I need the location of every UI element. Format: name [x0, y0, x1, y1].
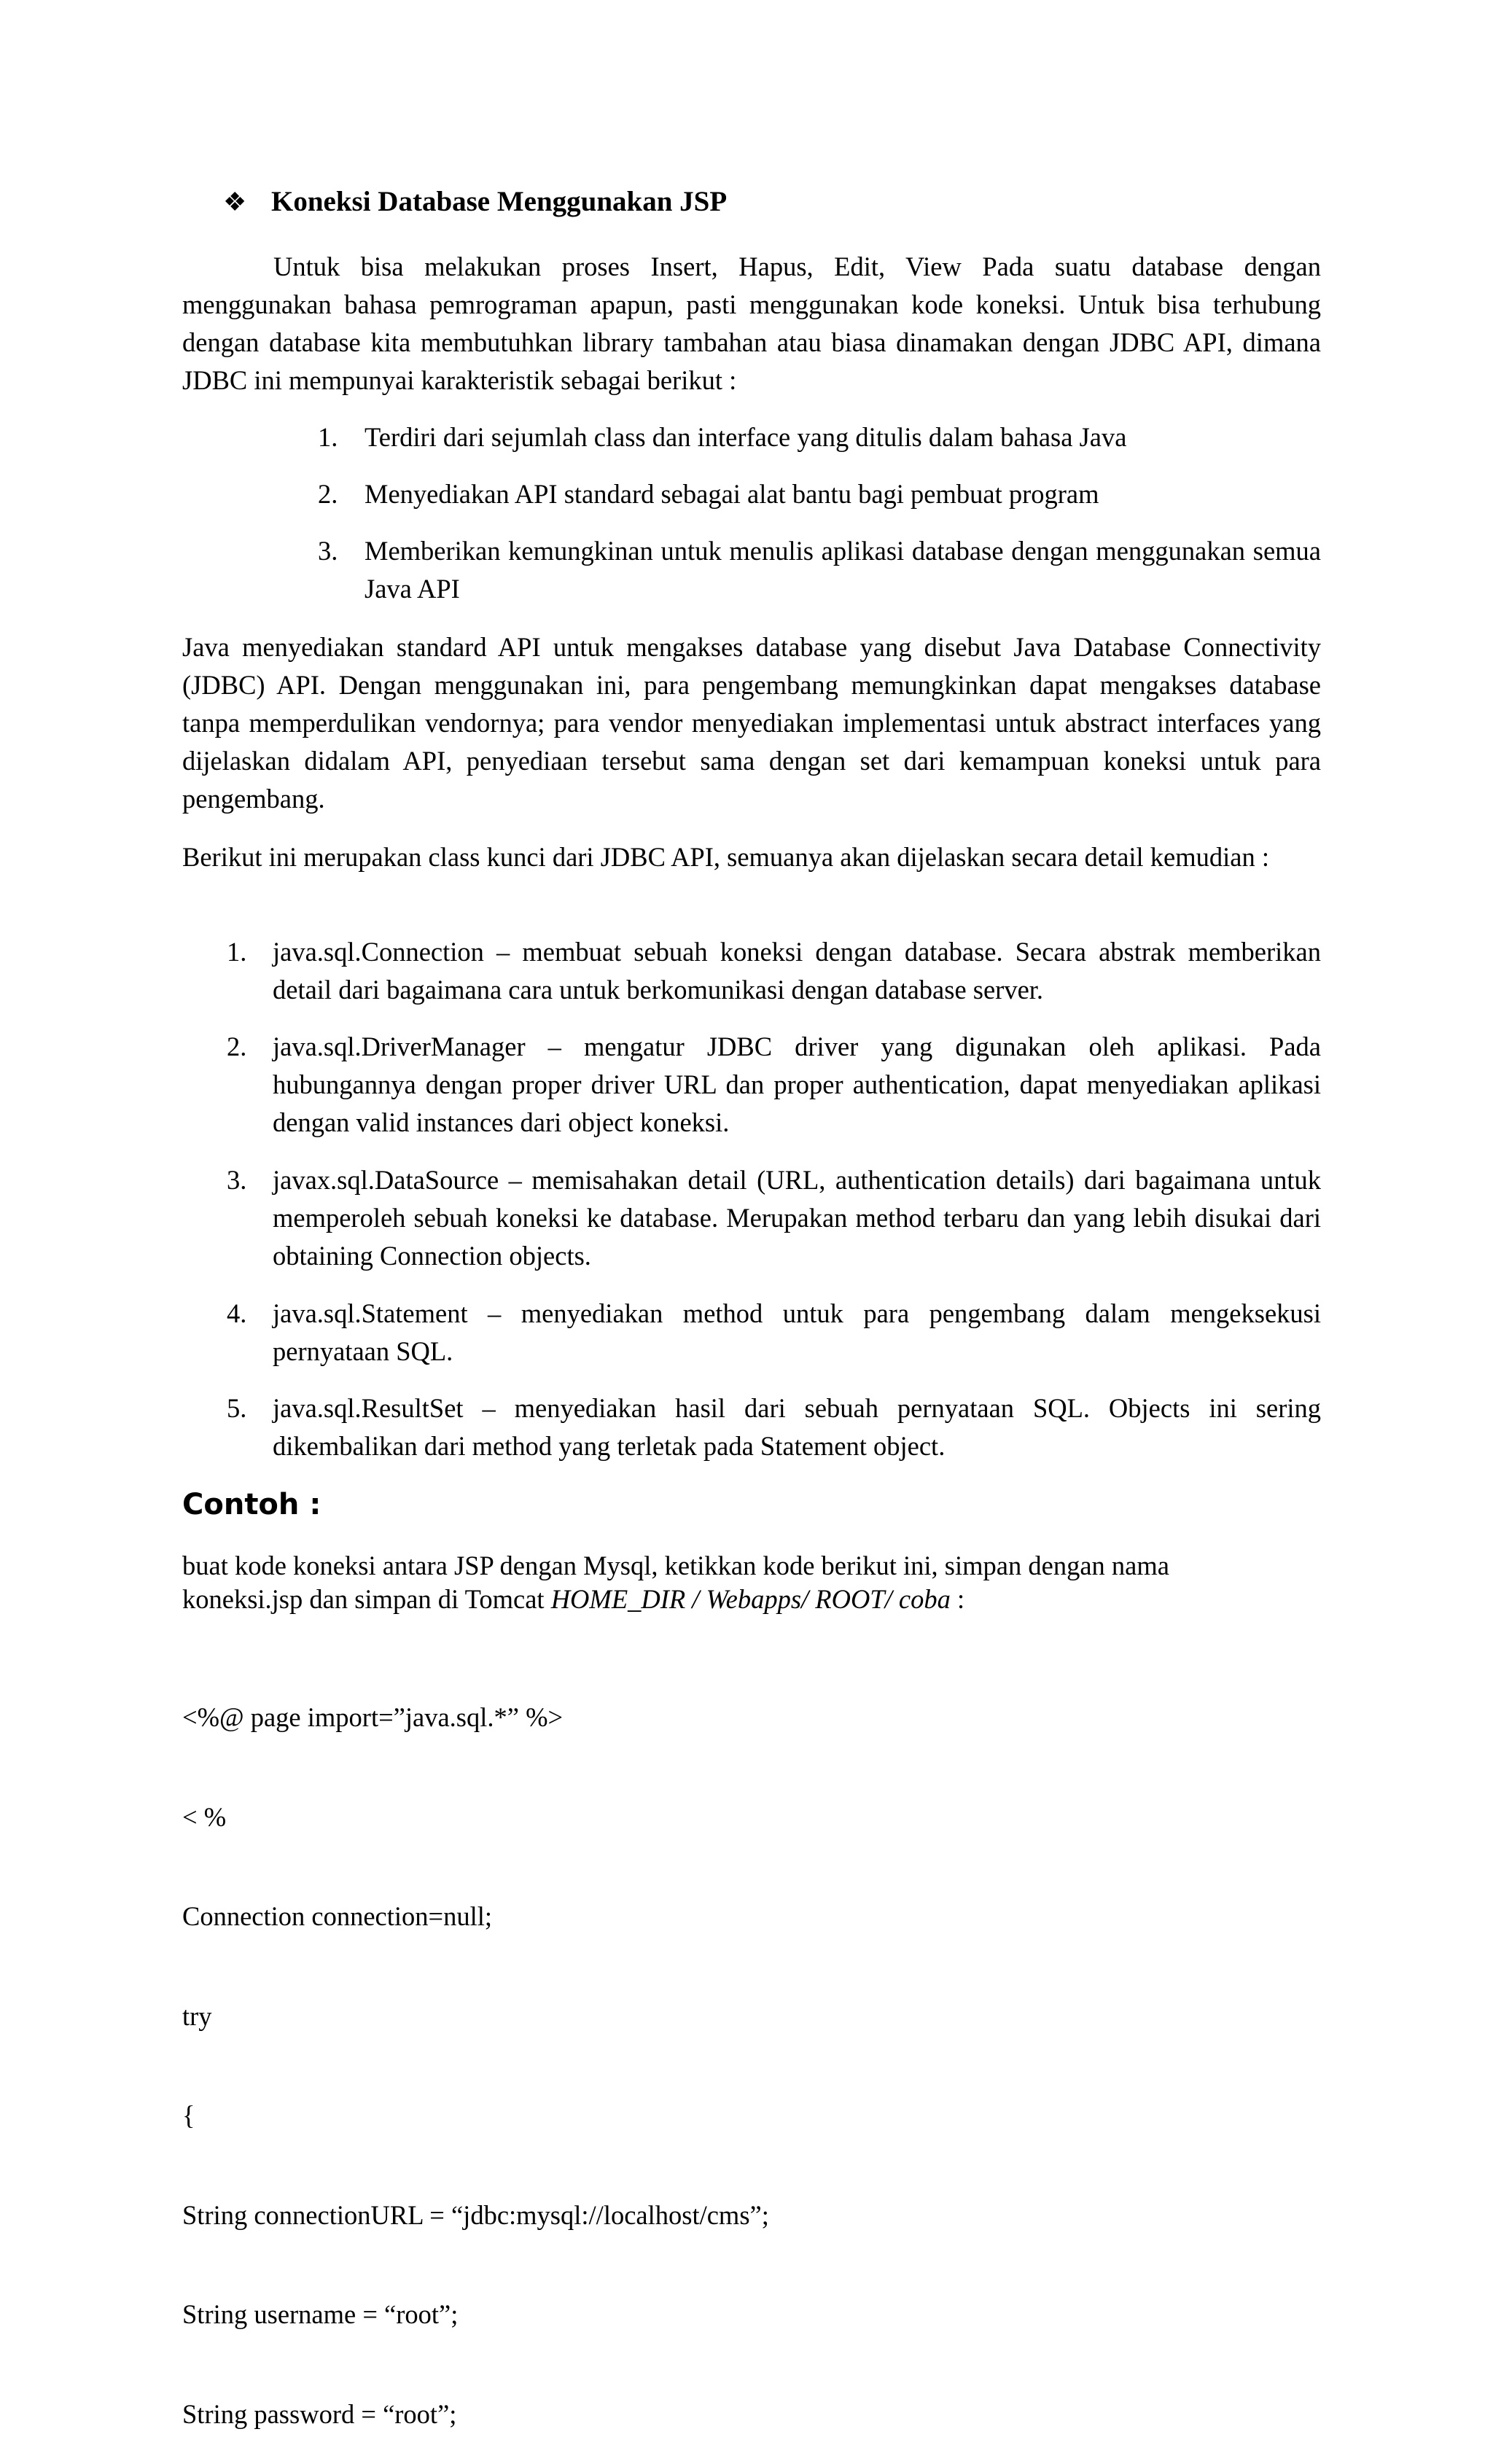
diamond-bullet-icon: ❖	[223, 187, 247, 217]
java-paragraph: Java menyediakan standard API untuk mengakses database yang disebut Java Database Connectivity (JDBC) API. Dengan menggunakan ini, para pengembang memungkinkan dapat mengakses database tanpa memperdulikan vendornya; para vendor menyediakan implementasi untuk abstract interfaces yang dijelaskan didalam API, penyediaan tersebut sama dengan set dari kemampuan koneksi untuk para pengembang.	[182, 632, 1321, 814]
example-heading: Contoh :	[182, 1488, 321, 1521]
list-item	[318, 532, 1321, 608]
code-line: {	[182, 2100, 195, 2130]
instruction-line	[182, 1583, 1321, 1616]
list-item-text: Menyediakan API standard sebagai alat bantu bagi pembuat program	[365, 479, 1099, 509]
list-item	[318, 475, 1321, 513]
list-item	[227, 1389, 1321, 1465]
list-item-number: 2.	[318, 479, 338, 509]
list-item-number: 4.	[227, 1298, 247, 1328]
instruction-text: :	[950, 1584, 965, 1614]
code-line: <%@ page import=”java.sql.*” %>	[182, 1702, 564, 1732]
list-item-number: 2.	[227, 1032, 247, 1061]
list-item-text: Memberikan kemungkinan untuk menulis aplikasi database dengan menggunakan semua Java API	[365, 536, 1321, 604]
code-line: String connectionURL = “jdbc:mysql://localhost/cms”;	[182, 2199, 769, 2230]
example-instruction	[182, 1549, 1321, 1616]
list-item-number: 1.	[318, 422, 338, 452]
list-item-text: Terdiri dari sejumlah class dan interface yang ditulis dalam bahasa Java	[365, 422, 1127, 452]
list-item-number: 5.	[227, 1393, 247, 1423]
intro-paragraph: Untuk bisa melakukan proses Insert, Hapus, Edit, View Pada suatu database dengan menggunakan bahasa pemrograman apapun, pasti menggunakan kode koneksi. Untuk bisa terhubung dengan database kita membutuhkan library tambahan atau biasa dinamakan dengan JDBC API, dimana JDBC ini mempunyai karakteristik sebagai berikut :	[182, 252, 1321, 395]
section-heading	[223, 181, 727, 223]
section-heading-text: Koneksi Database Menggunakan JSP	[271, 186, 728, 217]
list-item-number: 3.	[227, 1165, 247, 1195]
list-item-number: 3.	[318, 536, 338, 566]
code-line: String password = “root”;	[182, 2398, 457, 2429]
list-item-text: java.sql.Connection – membuat sebuah koneksi dengan database. Secara abstrak memberikan detail dari bagaimana cara untuk berkomunikasi dengan database server.	[273, 937, 1321, 1005]
list-item	[227, 1295, 1321, 1371]
list-item-text: java.sql.DriverManager – mengatur JDBC driver yang digunakan oleh aplikasi. Pada hubungannya dengan proper driver URL dan proper authentication, dapat menyediakan aplikasi dengan valid instances dari object koneksi.	[273, 1032, 1321, 1137]
list-item-number: 1.	[227, 937, 247, 967]
code-line: String username = “root”;	[182, 2299, 459, 2329]
classes-intro-paragraph: Berikut ini merupakan class kunci dari JDBC API, semuanya akan dijelaskan secara detail kemudian :	[182, 842, 1270, 872]
list-item-text: java.sql.ResultSet – menyediakan hasil dari sebuah pernyataan SQL. Objects ini sering dikembalikan dari method yang terletak pada Statement object.	[273, 1393, 1321, 1461]
list-item-text: javax.sql.DataSource – memisahakan detail (URL, authentication details) dari bagaimana untuk memperoleh sebuah koneksi ke database. Merupakan method terbaru dan yang lebih disukai dari obtaining Connection objects.	[273, 1165, 1321, 1271]
instruction-line: buat kode koneksi antara JSP dengan Mysql, ketikkan kode berikut ini, simpan dengan nama	[182, 1551, 1169, 1580]
list-item-text: java.sql.Statement – menyediakan method untuk para pengembang dalam mengeksekusi pernyataan SQL.	[273, 1298, 1321, 1366]
list-item	[227, 1161, 1321, 1275]
code-line: try	[182, 2000, 212, 2031]
code-block	[182, 1634, 769, 2464]
tomcat-path: HOME_DIR / Webapps/ ROOT/ coba	[550, 1584, 951, 1614]
code-line: < %	[182, 1801, 227, 1832]
list-item	[227, 933, 1321, 1009]
list-item	[227, 1028, 1321, 1142]
list-item	[318, 418, 1321, 456]
instruction-text: koneksi.jsp dan simpan di Tomcat	[182, 1584, 551, 1614]
code-line: Connection connection=null;	[182, 1901, 493, 1931]
